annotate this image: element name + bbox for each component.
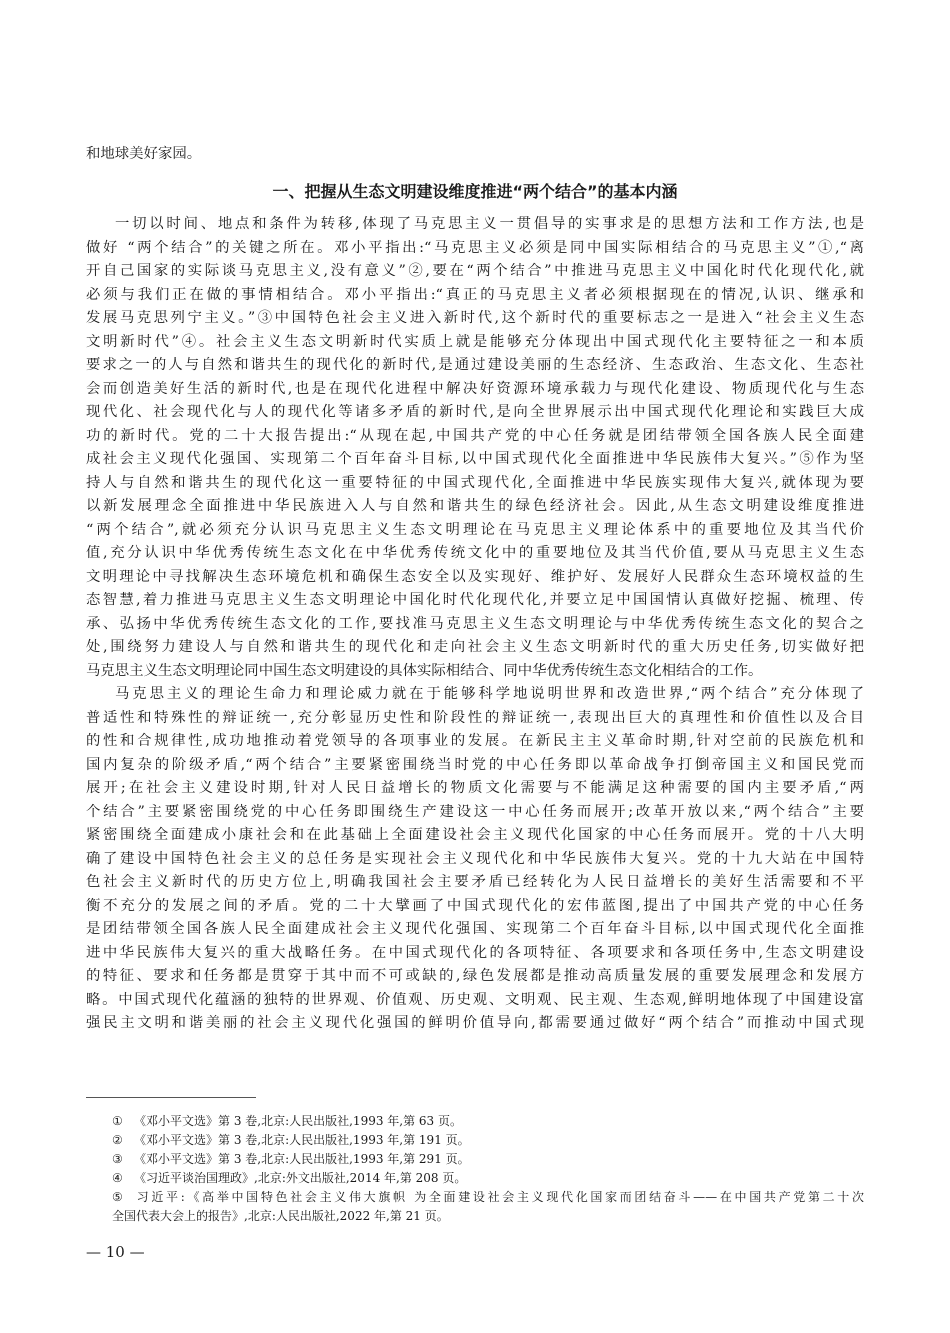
text-line: 马克思主义的理论生命力和理论威力就在于能够科学地说明世界和改造世界,“两个结合”充分体现了 xyxy=(115,686,864,702)
text-line: 处,围绕努力建设人与自然和谐共生的现代化和走向社会主义生态文明新时代的重大历史任务,切实做好把 xyxy=(86,639,864,655)
text-line: 衡不充分的发展之间的矛盾。党的二十大擘画了中国式现代化的宏伟蓝图,提出了中国共产党的中心任务 xyxy=(86,897,864,914)
page-number: — 10 — xyxy=(86,1243,145,1261)
text-line: 强民主文明和谐美丽的社会主义现代化强国的鲜明价值导向,都需要通过做好“两个结合”而推动中国式现 xyxy=(86,1015,864,1031)
body-text xyxy=(86,213,864,1036)
text-line: 文明理论中寻找解决生态环境危机和确保生态安全以及实现好、维护好、发展好人民群众生态环境权益的生 xyxy=(86,568,864,585)
text-line: 持人与自然和谐共生的现代化这一重要特征的中国式现代化,全面推进中华民族实现伟大复兴,就体现为要 xyxy=(86,474,864,491)
text-line: 文明新时代”④。社会主义生态文明新时代实质上就是能够充分体现出中国式现代化主要特征之一和本质 xyxy=(86,333,864,350)
text-line: 值,充分认识中华优秀传统生态文化在中华优秀传统文化中的重要地位及其当代价值,要从马克思主义生态 xyxy=(86,545,864,561)
footnote-text: 习近平:《高举中国特色社会主义伟大旗帜 为全面建设社会主义现代化国家而团结奋斗——在中国共产党第二十次 xyxy=(134,1190,864,1204)
text-line: 国内复杂的阶级矛盾,“两个结合”主要紧密围绕当时党的中心任务即以革命战争打倒帝国主义和国民党而 xyxy=(86,756,864,773)
text-line: 以新发展理念全面推进中华民族进入人与自然和谐共生的绿色经济社会。因此,从生态文明建设维度推进 xyxy=(86,498,864,514)
footnote-number: ① xyxy=(112,1114,123,1128)
text-line: 成社会主义现代化强国、实现第二个百年奋斗目标,以中国式现代化全面推进中华民族伟大复兴。”⑤作为坚 xyxy=(86,451,864,467)
footnote-text: 《邓小平文选》第 3 卷,北京:人民出版社,1993 年,第 63 页。 xyxy=(134,1114,463,1128)
text-line: 普适性和特殊性的辩证统一,充分彰显历史性和阶段性的辩证统一,表现出巨大的真理性和价值性以及合目 xyxy=(86,709,864,726)
text-line: 要求之一的人与自然和谐共生的现代化的新时代,是通过建设美丽的生态经济、生态政治、生态文化、生态社 xyxy=(86,357,864,373)
text-line: 进中华民族伟大复兴的重大战略任务。在中国式现代化的各项特征、各项要求和各项任务中,生态文明建设 xyxy=(86,944,864,961)
text-line: 紧密围绕全面建成小康社会和在此基础上全面建设社会主义现代化国家的中心任务而展开。党的十八大明 xyxy=(86,827,864,843)
text-line: 色社会主义新时代的历史方位上,明确我国社会主要矛盾已经转化为人民日益增长的美好生活需要和不平 xyxy=(86,874,864,890)
text-line: 的性和合规律性,成功地推动着党领导的各项事业的发展。在新民主主义革命时期,针对空前的民族危机和 xyxy=(86,733,864,749)
footnote xyxy=(86,1188,864,1207)
text-line: 现代化、社会现代化与人的现代化等诸多矛盾的新时代,是向全世界展示出中国式现代化理论和实践巨大成 xyxy=(86,404,864,420)
footnote-rule xyxy=(86,1097,256,1098)
text-line: 确了建设中国特色社会主义的总任务是实现社会主义现代化和中华民族伟大复兴。党的十九大站在中国特 xyxy=(86,850,864,867)
text-line: 一切以时间、地点和条件为转移,体现了马克思主义一贯倡导的实事求是的思想方法和工作方法,也是 xyxy=(115,216,864,232)
paragraph-2 xyxy=(86,683,864,1036)
text-line: 展开;在社会主义建设时期,针对人民日益增长的物质文化需要与不能满足这种需要的国内主要矛盾,“两 xyxy=(86,780,864,796)
footnotes xyxy=(86,1112,864,1226)
text-line: 承、弘扬中华优秀传统生态文化的工作,要找准马克思主义生态文明理论与中华优秀传统生态文化的契合之 xyxy=(86,615,864,632)
footnote xyxy=(86,1131,864,1150)
text-line: 必须与我们正在做的事情相结合。邓小平指出:“真正的马克思主义者必须根据现在的情况,认识、继承和 xyxy=(86,286,864,303)
text-line: 态智慧,着力推进马克思主义生态文明理论中国化时代化现代化,并要立足中国国情认真做好挖掘、梳理、传 xyxy=(86,592,864,608)
text-line: 发展马克思列宁主义。”③中国特色社会主义进入新时代,这个新时代的重要标志之一是进入“社会主义生态 xyxy=(86,310,864,326)
footnote-number: ② xyxy=(112,1133,123,1147)
text-line: 马克思主义生态文明理论同中国生态文明建设的具体实际相结合、同中华优秀传统生态文化相结合的工作。 xyxy=(86,662,763,679)
text-line: 开自己国家的实际谈马克思主义,没有意义”②,要在“两个结合”中推进马克思主义中国化时代化现代化,就 xyxy=(86,263,864,279)
section-heading: 一、把握从生态文明建设维度推进“两个结合”的基本内涵 xyxy=(272,182,678,201)
footnote-number: ④ xyxy=(112,1171,123,1185)
footnote-number: ③ xyxy=(112,1152,123,1166)
footnote-text: 《习近平谈治国理政》,北京:外文出版社,2014 年,第 208 页。 xyxy=(134,1171,467,1185)
footnote-number: ⑤ xyxy=(112,1190,123,1204)
footnote-text: 《邓小平文选》第 3 卷,北京:人民出版社,1993 年,第 191 页。 xyxy=(134,1133,470,1147)
continuation-text: 和地球美好家园。 xyxy=(86,146,202,162)
text-line: 会而创造美好生活的新时代,也是在现代化进程中解决好资源环境承载力与现代化建设、物质现代化与生态 xyxy=(86,380,864,397)
footnote xyxy=(86,1112,864,1131)
footnote-continuation: 全国代表大会上的报告》,北京:人民出版社,2022 年,第 21 页。 xyxy=(112,1209,449,1223)
footnote xyxy=(86,1150,864,1169)
text-line: 个结合”主要紧密围绕党的中心任务即围绕生产建设这一中心任务而展开;改革开放以来,“两个结合”主要 xyxy=(86,803,864,820)
text-line: 功的新时代。党的二十大报告提出:“从现在起,中国共产党的中心任务就是团结带领全国各族人民全面建 xyxy=(86,427,864,444)
text-line: 做好 “两个结合”的关键之所在。邓小平指出:“马克思主义必须是同中国实际相结合的马克思主义”①,“离 xyxy=(86,239,864,256)
text-line: 的特征、要求和任务都是贯穿于其中而不可或缺的,绿色发展都是推动高质量发展的重要发展理念和发展方 xyxy=(86,968,864,984)
footnote xyxy=(86,1169,864,1188)
text-line: 略。中国式现代化蕴涵的独特的世界观、价值观、历史观、文明观、民主观、生态观,鲜明地体现了中国建设富 xyxy=(86,991,864,1008)
text-line: 是团结带领全国各族人民全面建成社会主义现代化强国、实现第二个百年奋斗目标,以中国式现代化全面推 xyxy=(86,921,864,937)
paragraph-1 xyxy=(86,213,864,683)
footnote-text: 《邓小平文选》第 3 卷,北京:人民出版社,1993 年,第 291 页。 xyxy=(134,1152,470,1166)
text-line: “两个结合”,就必须充分认识马克思主义生态文明理论在马克思主义理论体系中的重要地位及其当代价 xyxy=(86,521,864,538)
